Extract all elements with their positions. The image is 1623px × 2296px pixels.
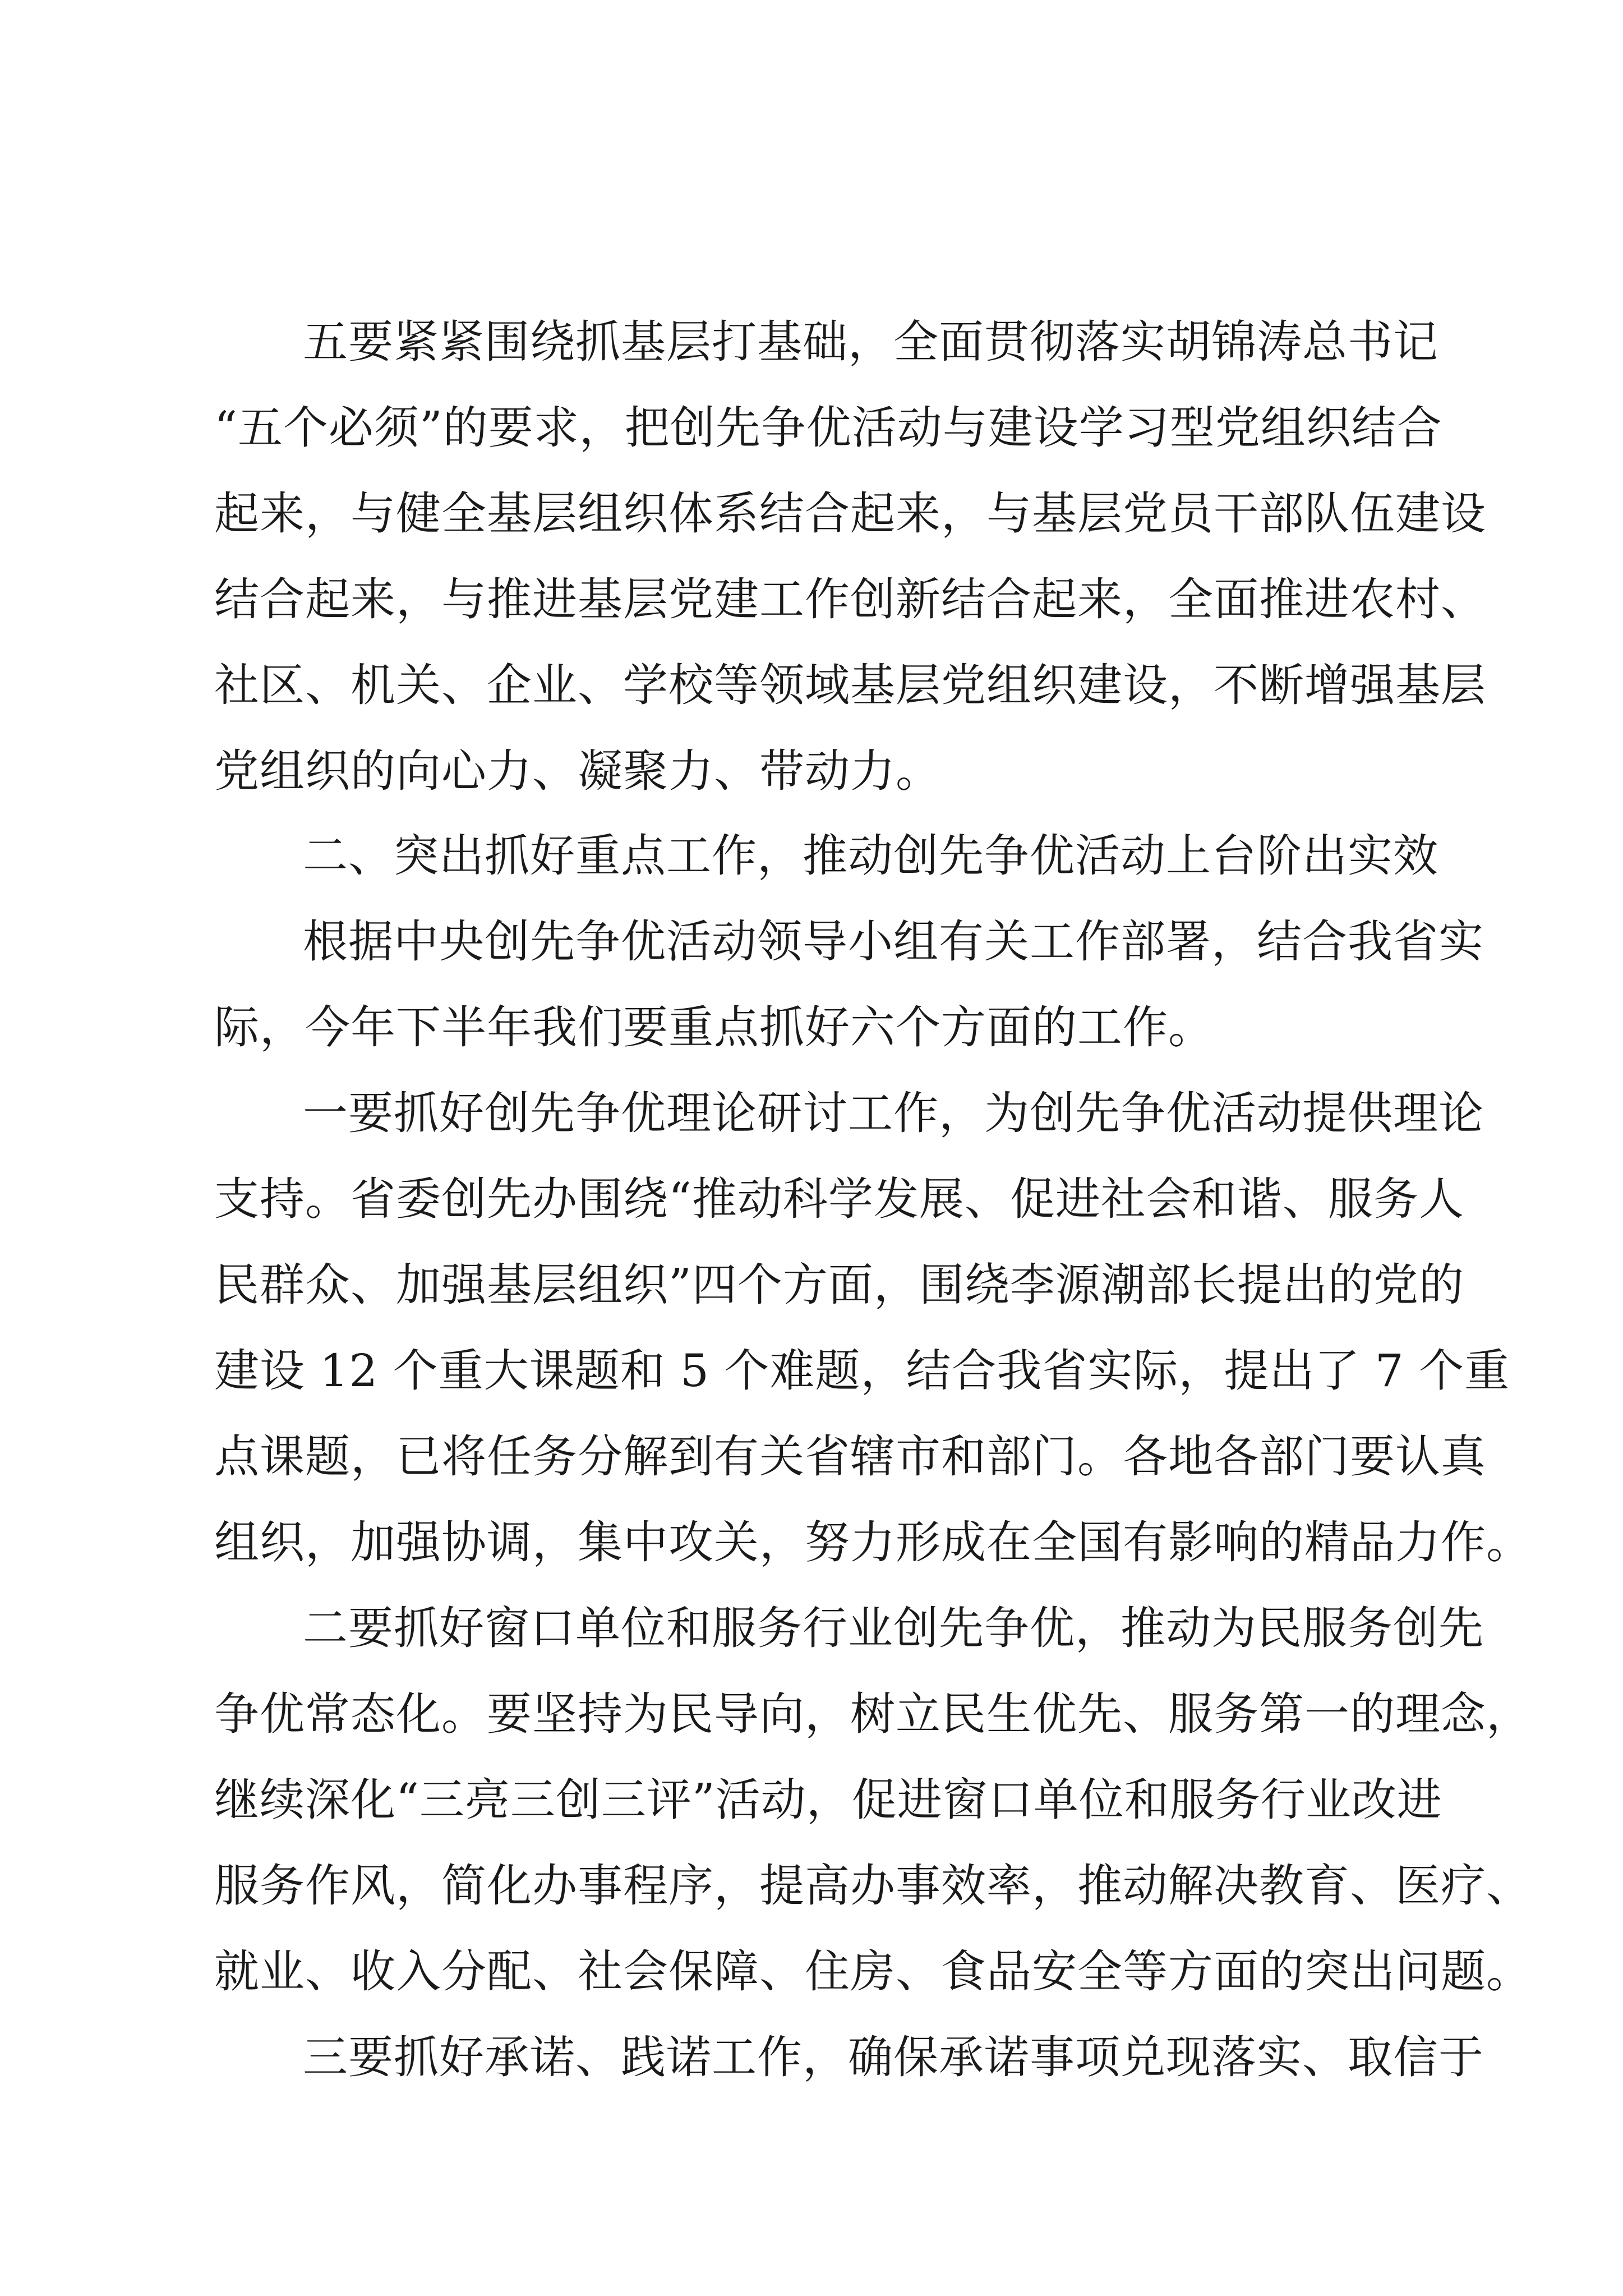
paragraph-5-line-1: 五要紧紧围绕抓基层打基础，全面贯彻落实胡锦涛总书记 bbox=[303, 316, 1438, 368]
intro-line-1: 根据中央创先争优活动领导小组有关工作部署，结合我省实 bbox=[303, 915, 1484, 968]
paragraph-5-line-2: “五个必须”的要求，把创先争优活动与建设学习型党组织结合 bbox=[214, 402, 1442, 454]
paragraph-5-line-3: 起来，与健全基层组织体系结合起来，与基层党员干部队伍建设 bbox=[214, 487, 1486, 540]
item-2-line-5: 就业、收入分配、社会保障、住房、食品安全等方面的突出问题。 bbox=[214, 1945, 1532, 1998]
item-2-line-4: 服务作风，简化办事程序，提高办事效率，推动解决教育、医疗、 bbox=[214, 1860, 1532, 1912]
paragraph-5-line-4: 结合起来，与推进基层党建工作创新结合起来，全面推进农村、 bbox=[214, 573, 1486, 625]
item-1-line-5: 点课题，已将任务分解到有关省辖市和部门。各地各部门要认真 bbox=[214, 1430, 1486, 1483]
item-2-line-1: 二要抓好窗口单位和服务行业创先争优，推动为民服务创先 bbox=[303, 1602, 1484, 1654]
item-1-line-2: 支持。省委创先办围绕“推动科学发展、促进社会和谐、服务人 bbox=[214, 1173, 1464, 1225]
item-1-line-1: 一要抓好创先争优理论研讨工作，为创先争优活动提供理论 bbox=[303, 1087, 1484, 1139]
item-2-line-3: 继续深化“三亮三创三评”活动，促进窗口单位和服务行业改进 bbox=[214, 1774, 1442, 1826]
paragraph-5-line-6: 党组织的向心力、凝聚力、带动力。 bbox=[214, 745, 941, 797]
item-2-line-2: 争优常态化。要坚持为民导向，树立民生优先、服务第一的理念， bbox=[214, 1688, 1532, 1740]
intro-line-2: 际，今年下半年我们要重点抓好六个方面的工作。 bbox=[214, 1001, 1214, 1053]
item-3-line-1: 三要抓好承诺、践诺工作，确保承诺事项兑现落实、取信于 bbox=[303, 2031, 1484, 2083]
section-heading: 二、突出抓好重点工作，推动创先争优活动上台阶出实效 bbox=[303, 830, 1438, 882]
item-1-line-4: 建设 12 个重大课题和 5 个难题，结合我省实际，提出了 7 个重 bbox=[214, 1345, 1510, 1397]
item-1-line-6: 组织，加强协调，集中攻关，努力形成在全国有影响的精品力作。 bbox=[214, 1516, 1532, 1568]
paragraph-5-line-5: 社区、机关、企业、学校等领域基层党组织建设，不断增强基层 bbox=[214, 659, 1486, 711]
item-1-line-3: 民群众、加强基层组织”四个方面，围绕李源潮部长提出的党的 bbox=[214, 1259, 1464, 1311]
